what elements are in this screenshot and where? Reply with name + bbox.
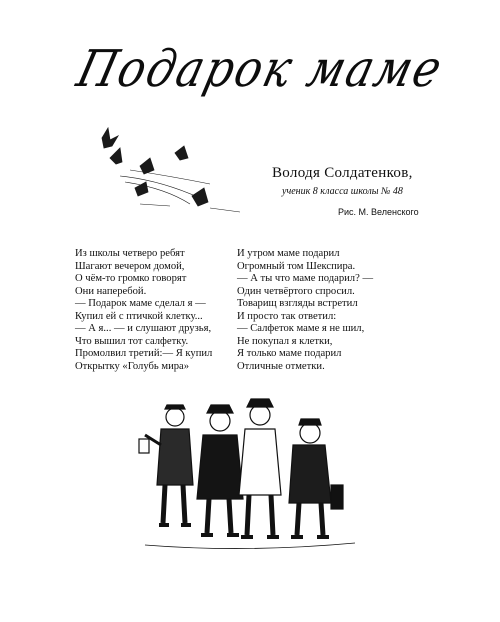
poem-line: — Подарок маме сделал я — bbox=[75, 298, 206, 309]
four-schoolchildren-icon bbox=[125, 395, 365, 555]
poem-line: — Салфеток маме я не шил, bbox=[237, 323, 365, 334]
poem-line: Они наперебой. bbox=[75, 285, 147, 297]
poem-line: И просто так ответил: bbox=[237, 310, 337, 322]
poem-line: И утром маме подарил bbox=[237, 248, 340, 259]
poem-column-left bbox=[75, 248, 212, 373]
author-note: ученик 8 класса школы № 48 bbox=[282, 186, 403, 197]
poem-title: Подарок маме bbox=[71, 40, 450, 99]
poem-line: Промолвил третий:— Я купил bbox=[75, 348, 213, 359]
poem-line: Купил ей с птичкой клетку... bbox=[75, 310, 203, 322]
poem-line: Один четвёртого спросил. bbox=[237, 285, 355, 297]
poem-column-right bbox=[237, 248, 373, 373]
poem-line: Не покупал я клетки, bbox=[237, 335, 333, 347]
poem-line: О чём-то громко говорят bbox=[75, 273, 187, 284]
poem-line: — А ты что маме подарил? — bbox=[237, 273, 374, 284]
illustrator-credit: Рис. М. Веленского bbox=[338, 207, 419, 217]
poem-line: — А я... — и слушают друзья, bbox=[75, 323, 212, 334]
poem-line: Открытку «Голубь мира» bbox=[75, 360, 190, 372]
poem-line: Шагают вечером домой, bbox=[75, 260, 185, 272]
poem-line: Товарищ взгляды встретил bbox=[237, 298, 358, 309]
poem-line: Я только маме подарил bbox=[237, 348, 342, 359]
poem-line: Отличные отметки. bbox=[237, 360, 325, 372]
poem-line: Огромный том Шекспира. bbox=[237, 260, 356, 272]
poem-line: Из школы четверо ребят bbox=[75, 248, 185, 259]
author-name: Володя Солдатенков, bbox=[272, 165, 413, 181]
falling-leaves-icon bbox=[80, 118, 250, 218]
poem-line: Что вышил тот салфетку. bbox=[75, 335, 189, 347]
